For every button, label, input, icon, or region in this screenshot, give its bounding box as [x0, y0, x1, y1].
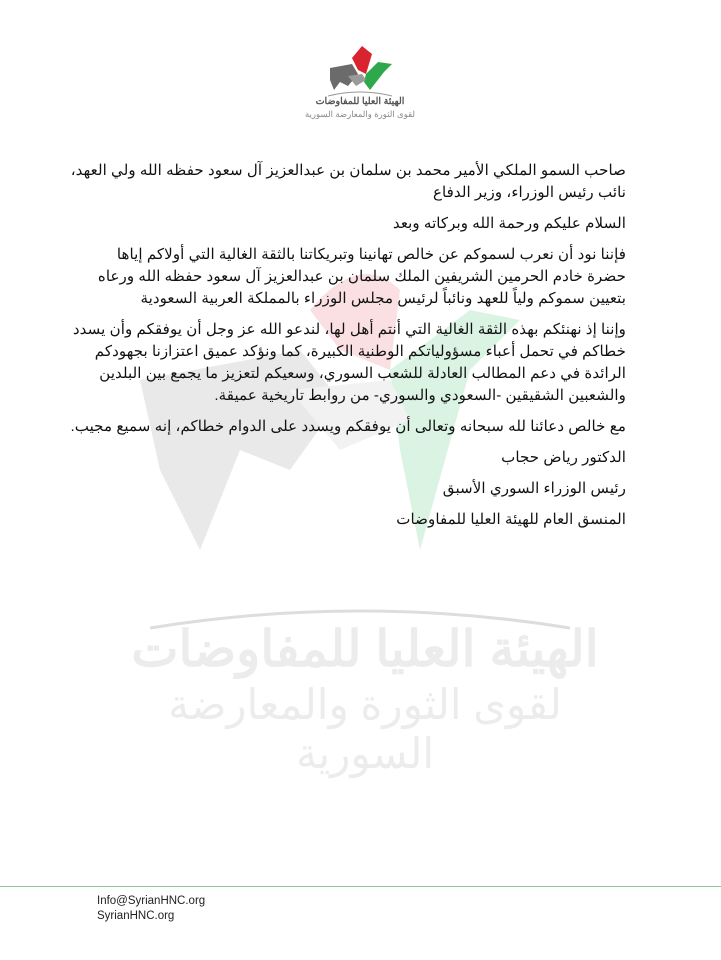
letter-body — [70, 160, 626, 540]
logo-title: الهيئة العليا للمفاوضات — [315, 96, 405, 107]
salutation-line: نائب رئيس الوزراء، وزير الدفاع — [432, 184, 626, 201]
watermark-subtitle: لقوى الثورة والمعارضة السورية — [168, 681, 562, 777]
paragraph-line: والشعبين الشقيقين -السعودي والسوري- من روابط تاريخية عميقة. — [214, 387, 626, 404]
footer-divider — [0, 886, 721, 887]
signature-position-text: المنسق العام للهيئة العليا للمفاوضات — [396, 511, 626, 528]
paragraph-line: بتعيين سموكم ولياً للعهد ونائباً لرئيس مجلس الوزراء بالمملكة العربية السعودية — [140, 290, 626, 307]
paragraph-congratulations — [90, 244, 626, 310]
paragraph-line: فإننا نود أن نعرب لسموكم عن خالص تهانينا وتبريكاتنا بالثقة الغالية التي أولاكم إياها — [116, 246, 626, 263]
watermark-title: الهيئة العليا للمفاوضات — [131, 621, 599, 677]
footer-email[interactable]: Info@SyrianHNC.org — [97, 895, 206, 907]
salutation-line: صاحب السمو الملكي الأمير محمد بن سلمان بن عبدالعزيز آل سعود حفظه الله ولي العهد، — [70, 162, 626, 179]
paragraph-wishes — [72, 319, 626, 407]
paragraph-line: وإننا إذ نهنئكم بهذه الثقة الغالية التي أنتم أهل لها، لندعو الله عز وجل أن يوفقكم وأن يسدد — [72, 321, 626, 338]
greeting — [90, 213, 626, 235]
signature-role-text: رئيس الوزراء السوري الأسبق — [442, 480, 626, 497]
greeting-line: السلام عليكم ورحمة الله وبركاته وبعد — [392, 215, 626, 232]
footer-website[interactable]: SyrianHNC.org — [97, 910, 175, 922]
signature-name — [90, 447, 626, 469]
closing — [70, 416, 626, 438]
logo-subtitle: لقوى الثورة والمعارضة السورية — [305, 109, 415, 119]
signature-name-text: الدكتور رياض حجاب — [501, 449, 626, 466]
footer — [97, 894, 205, 924]
salutation — [70, 160, 626, 204]
paragraph-line: حضرة خادم الحرمين الشريفين الملك سلمان بن عبدالعزيز آل سعود حفظه الله ورعاه — [97, 268, 626, 285]
closing-line: مع خالص دعائنا لله سبحانه وتعالى أن يوفقكم ويسدد على الدوام خطاكم، إنه سميع مجيب. — [70, 418, 626, 435]
paragraph-line: خطاكم في تحمل أعباء مسؤولياتكم الوطنية الكبيرة، كما ونؤكد عميق اعتزازنا بجهودكم — [94, 343, 626, 360]
signature-role — [90, 478, 626, 500]
signature-position — [90, 509, 626, 531]
paragraph-line: الرائدة في دعم المطالب العادلة للشعب السوري، وسعيكم لتعزيز ما يجمع بين البلدين — [99, 365, 626, 382]
